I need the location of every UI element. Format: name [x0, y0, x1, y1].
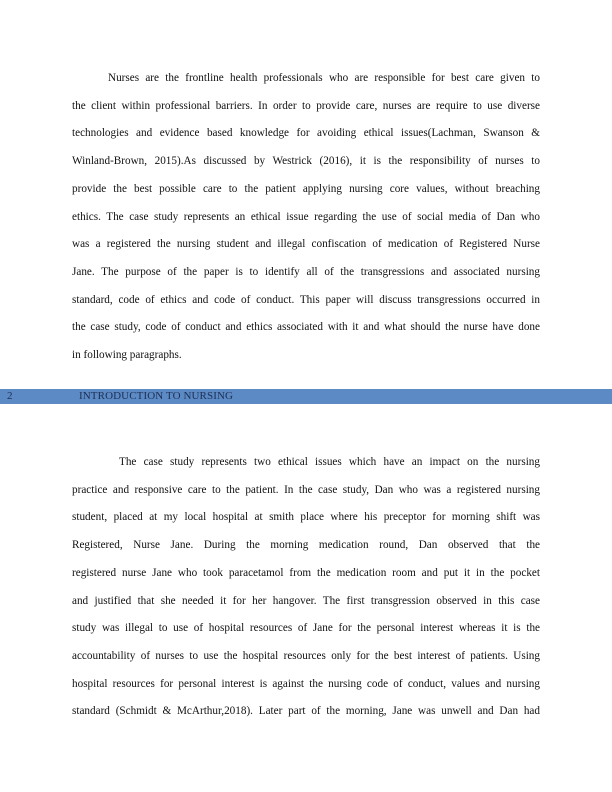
paragraph-line: in following paragraphs.	[72, 349, 182, 362]
page-number: 2	[7, 390, 13, 402]
paragraph-line: was a registered the nursing student and illegal confiscation of medication of Registered Nurse	[72, 238, 540, 251]
paragraph-line: the case study, code of conduct and ethics associated with it and what should the nurse have done	[72, 321, 540, 334]
paragraph-line: provide the best possible care to the patient applying nursing core values, without breaching	[72, 182, 540, 195]
paragraph-line: The case study represents two ethical issues which have an impact on the nursing	[119, 456, 540, 468]
body-paragraph-intro	[72, 65, 540, 370]
paragraph-line: accountability of nurses to use the hospital resources only for the best interest of patients. Using	[72, 649, 540, 662]
paragraph-line: hospital resources for personal interest is against the nursing code of conduct, values and nursing	[72, 677, 540, 690]
paragraph-line: study was illegal to use of hospital resources of Jane for the personal interest whereas it is the	[72, 622, 540, 635]
paragraph-line: technologies and evidence based knowledge for avoiding ethical issues(Lachman, Swanson &	[72, 127, 540, 140]
body-paragraph-case-study	[72, 449, 540, 726]
paragraph-line: standard (Schmidt & McArthur,2018). Later part of the morning, Jane was unwell and Dan had	[72, 705, 540, 718]
paragraph-line: practice and responsive care to the patient. In the case study, Dan who was a registered nursing	[72, 483, 540, 496]
paragraph-line: Jane. The purpose of the paper is to identify all of the transgressions and associated nursing	[72, 265, 540, 278]
paragraph-line: and justified that she needed it for her hangover. The first transgression observed in this case	[72, 594, 540, 607]
page-header-bar	[0, 389, 612, 404]
paragraph-line: Registered, Nurse Jane. During the morning medication round, Dan observed that the	[72, 539, 540, 552]
paragraph-line: the client within professional barriers. In order to provide care, nurses are require to use diverse	[72, 99, 540, 112]
running-header-title: INTRODUCTION TO NURSING	[79, 390, 234, 402]
paragraph-line: Nurses are the frontline health professionals who are responsible for best care given to	[108, 72, 540, 84]
paragraph-line: Winland-Brown, 2015).As discussed by Westrick (2016), it is the responsibility of nurses to	[72, 155, 540, 168]
paragraph-line: student, placed at my local hospital at smith place where his preceptor for morning shift was	[72, 511, 540, 524]
paragraph-line: ethics. The case study represents an ethical issue regarding the use of social media of Dan who	[72, 210, 540, 223]
paragraph-line: standard, code of ethics and code of conduct. This paper will discuss transgressions occurred in	[72, 293, 540, 306]
paragraph-line: registered nurse Jane who took paracetamol from the medication room and put it in the pocket	[72, 566, 540, 579]
